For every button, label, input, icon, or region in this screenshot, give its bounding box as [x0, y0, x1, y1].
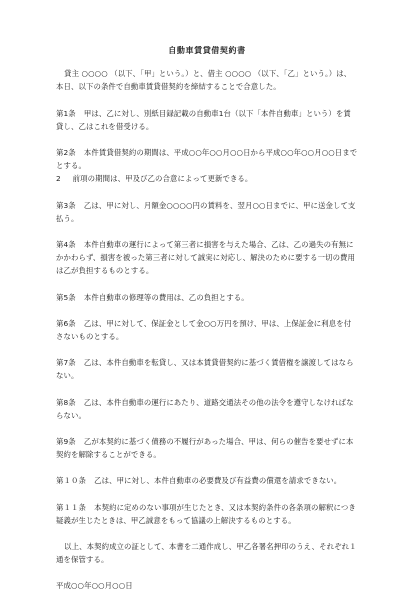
closing-paragraph: 以上、本契約成立の証として、本書を二通作成し、甲乙各署名押印のうえ、それぞれ１通を保管する。 [56, 542, 357, 565]
article-text: 乙が本契約に基づく債務の不履行があった場合、甲は、何らの催告を要せずに本契約を解除することができる。 [56, 437, 354, 460]
clause-text: 前項の期間は、甲及び乙の合意によって更新できる。 [72, 174, 253, 184]
document-title: 自動車賃貸借契約書 [168, 46, 246, 55]
article-10 [56, 474, 358, 487]
article-6 [56, 317, 358, 343]
article-number: 第8条 [56, 397, 76, 407]
article-text: 乙は、本件自動車を転貸し、又は本賃貸借契約に基づく賃借権を譲渡してはならない。 [56, 358, 354, 381]
article-11 [56, 501, 358, 527]
article-7 [56, 356, 358, 382]
article-5 [56, 291, 358, 304]
article-number: 第7条 [56, 358, 76, 368]
article-2 [56, 146, 358, 172]
intro-paragraph: 貸主 ○○○○ （以下、「甲」という。）と、借主 ○○○○ （以下、「乙」という。）は、本日、以下の条件で自動車賃貸借契約を締結することで合意した。 [56, 69, 352, 92]
article-number: 第1条 [56, 108, 76, 118]
article-8 [56, 396, 358, 422]
article-3 [56, 199, 358, 225]
article-number: 第3条 [56, 200, 76, 210]
article-number: 第5条 [56, 292, 76, 302]
article-text: 乙は、本件自動車の運行にあたり、道路交通法その他の法令を遵守しなければならない。 [56, 397, 354, 420]
article-9 [56, 435, 358, 461]
article-4 [56, 238, 358, 278]
article-text: 本件賃貸借契約の期間は、平成○○年○○月○○日から平成○○年○○月○○日までとする。 [56, 148, 358, 171]
article-text: 甲は、乙に対し、別紙目録記載の自動車1台（以下「本件自動車」という）を賃貸し、乙はこれを借受ける。 [56, 108, 351, 131]
article-number: 第2条 [56, 148, 76, 158]
article-1 [56, 107, 358, 133]
article-2-clause-2 [56, 172, 358, 185]
clause-number: 2 [56, 174, 61, 184]
article-text: 乙は、甲に対し、月額金○○○○円の賃料を、翌月○○日までに、甲に送金して支払う。 [56, 200, 356, 223]
article-number: 第4条 [56, 240, 76, 250]
contract-date: 平成○○年○○月○○日 [56, 581, 133, 591]
article-text: 乙は、甲に対し、本件自動車の必要費及び有益費の償還を請求できない。 [94, 476, 342, 486]
article-text: 本件自動車の運行によって第三者に損害を与えた場合、乙は、乙の過失の有無にかかわらず、損害を被った第三者に対して誠実に対応し、解決のために要する一切の費用は乙が負担するものとする。 [56, 240, 356, 276]
article-number: 第6条 [56, 318, 76, 328]
article-text: 本契約に定めのない事項が生じたとき、又は本契約条件の各条項の解釈につき疑義が生じたときは、甲乙誠意をもって協議の上解決するものとする。 [56, 502, 356, 525]
article-text: 乙は、甲に対して、保証金として金○○万円を預け、甲は、上保証金に利息を付さないものとする。 [56, 318, 352, 342]
article-text: 本件自動車の修理等の費用は、乙の負担とする。 [83, 292, 249, 302]
article-number: 第9条 [56, 437, 76, 447]
article-number: 第１１条 [56, 502, 86, 512]
article-number: 第１０条 [56, 476, 86, 486]
